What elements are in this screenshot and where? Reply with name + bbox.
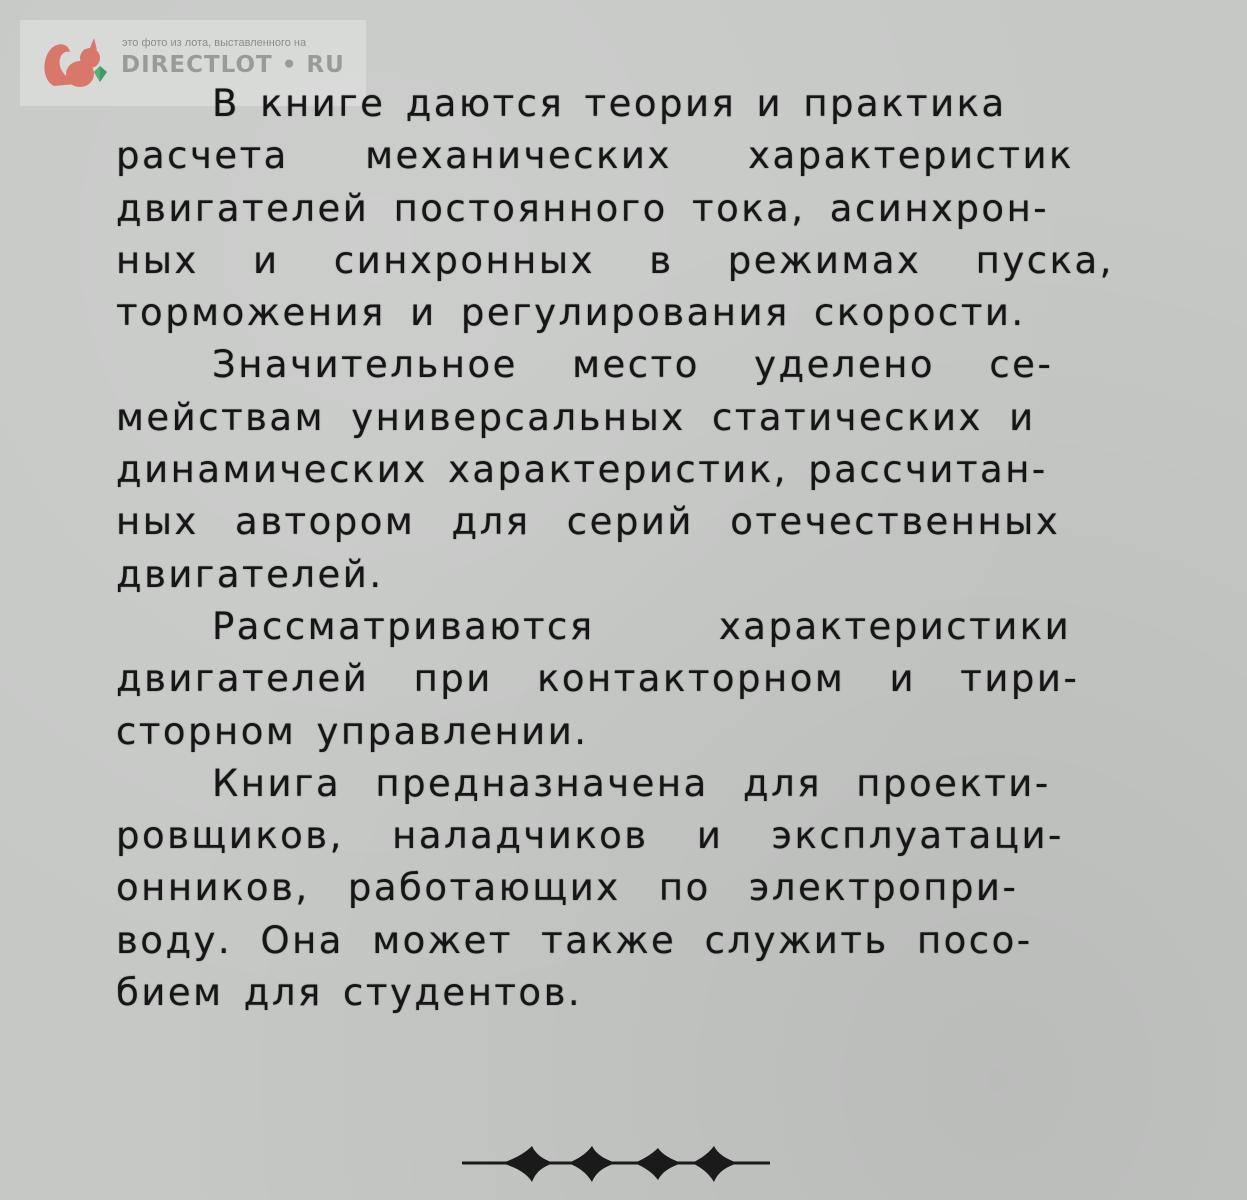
text-line: двигателей. (116, 552, 384, 596)
paragraph-4 (116, 758, 1106, 1019)
watermark-brand: DIRECTLOT • RU (121, 52, 345, 78)
text-line: В книге даются теория и практика (212, 82, 1007, 125)
text-line: Книга предназначена для проекти- (212, 761, 1051, 805)
paragraph-1 (116, 78, 1114, 339)
text-line: двигателей постоянного тока, асинхрон- (116, 186, 1050, 230)
text-line: ровщиков, наладчиков и эксплуатаци- (116, 814, 1064, 858)
text-line: расчета механических характеристик (116, 134, 1074, 178)
paragraph-3 (116, 601, 1106, 758)
text-line: бием для студентов. (116, 971, 583, 1015)
watermark-caption: это фото из лота, выставленного на (122, 37, 307, 49)
text-line: двигателей при контакторном и тири- (116, 657, 1080, 701)
diamond-ornament-icon (462, 1140, 770, 1190)
squirrel-icon (40, 36, 110, 92)
text-line: мействам универсальных статических и (116, 395, 1036, 439)
text-line: Значительное место уделено се- (212, 343, 1054, 387)
annotation-text (116, 78, 1114, 1019)
text-line: ных автором для серий отечественных (116, 500, 1061, 544)
text-line: воду. Она может также служить посо- (116, 918, 1033, 962)
text-line: Рассматриваются характеристики (212, 604, 1072, 648)
text-line: сторном управлении. (116, 709, 589, 753)
text-line: торможения и регулирования скорости. (116, 291, 1026, 335)
text-line: онников, работающих по электропри- (116, 866, 1019, 910)
text-line: динамических характеристик, рассчитан- (116, 448, 1048, 492)
paragraph-2 (116, 339, 1106, 600)
text-line: ных и синхронных в режимах пуска, (116, 238, 1114, 282)
